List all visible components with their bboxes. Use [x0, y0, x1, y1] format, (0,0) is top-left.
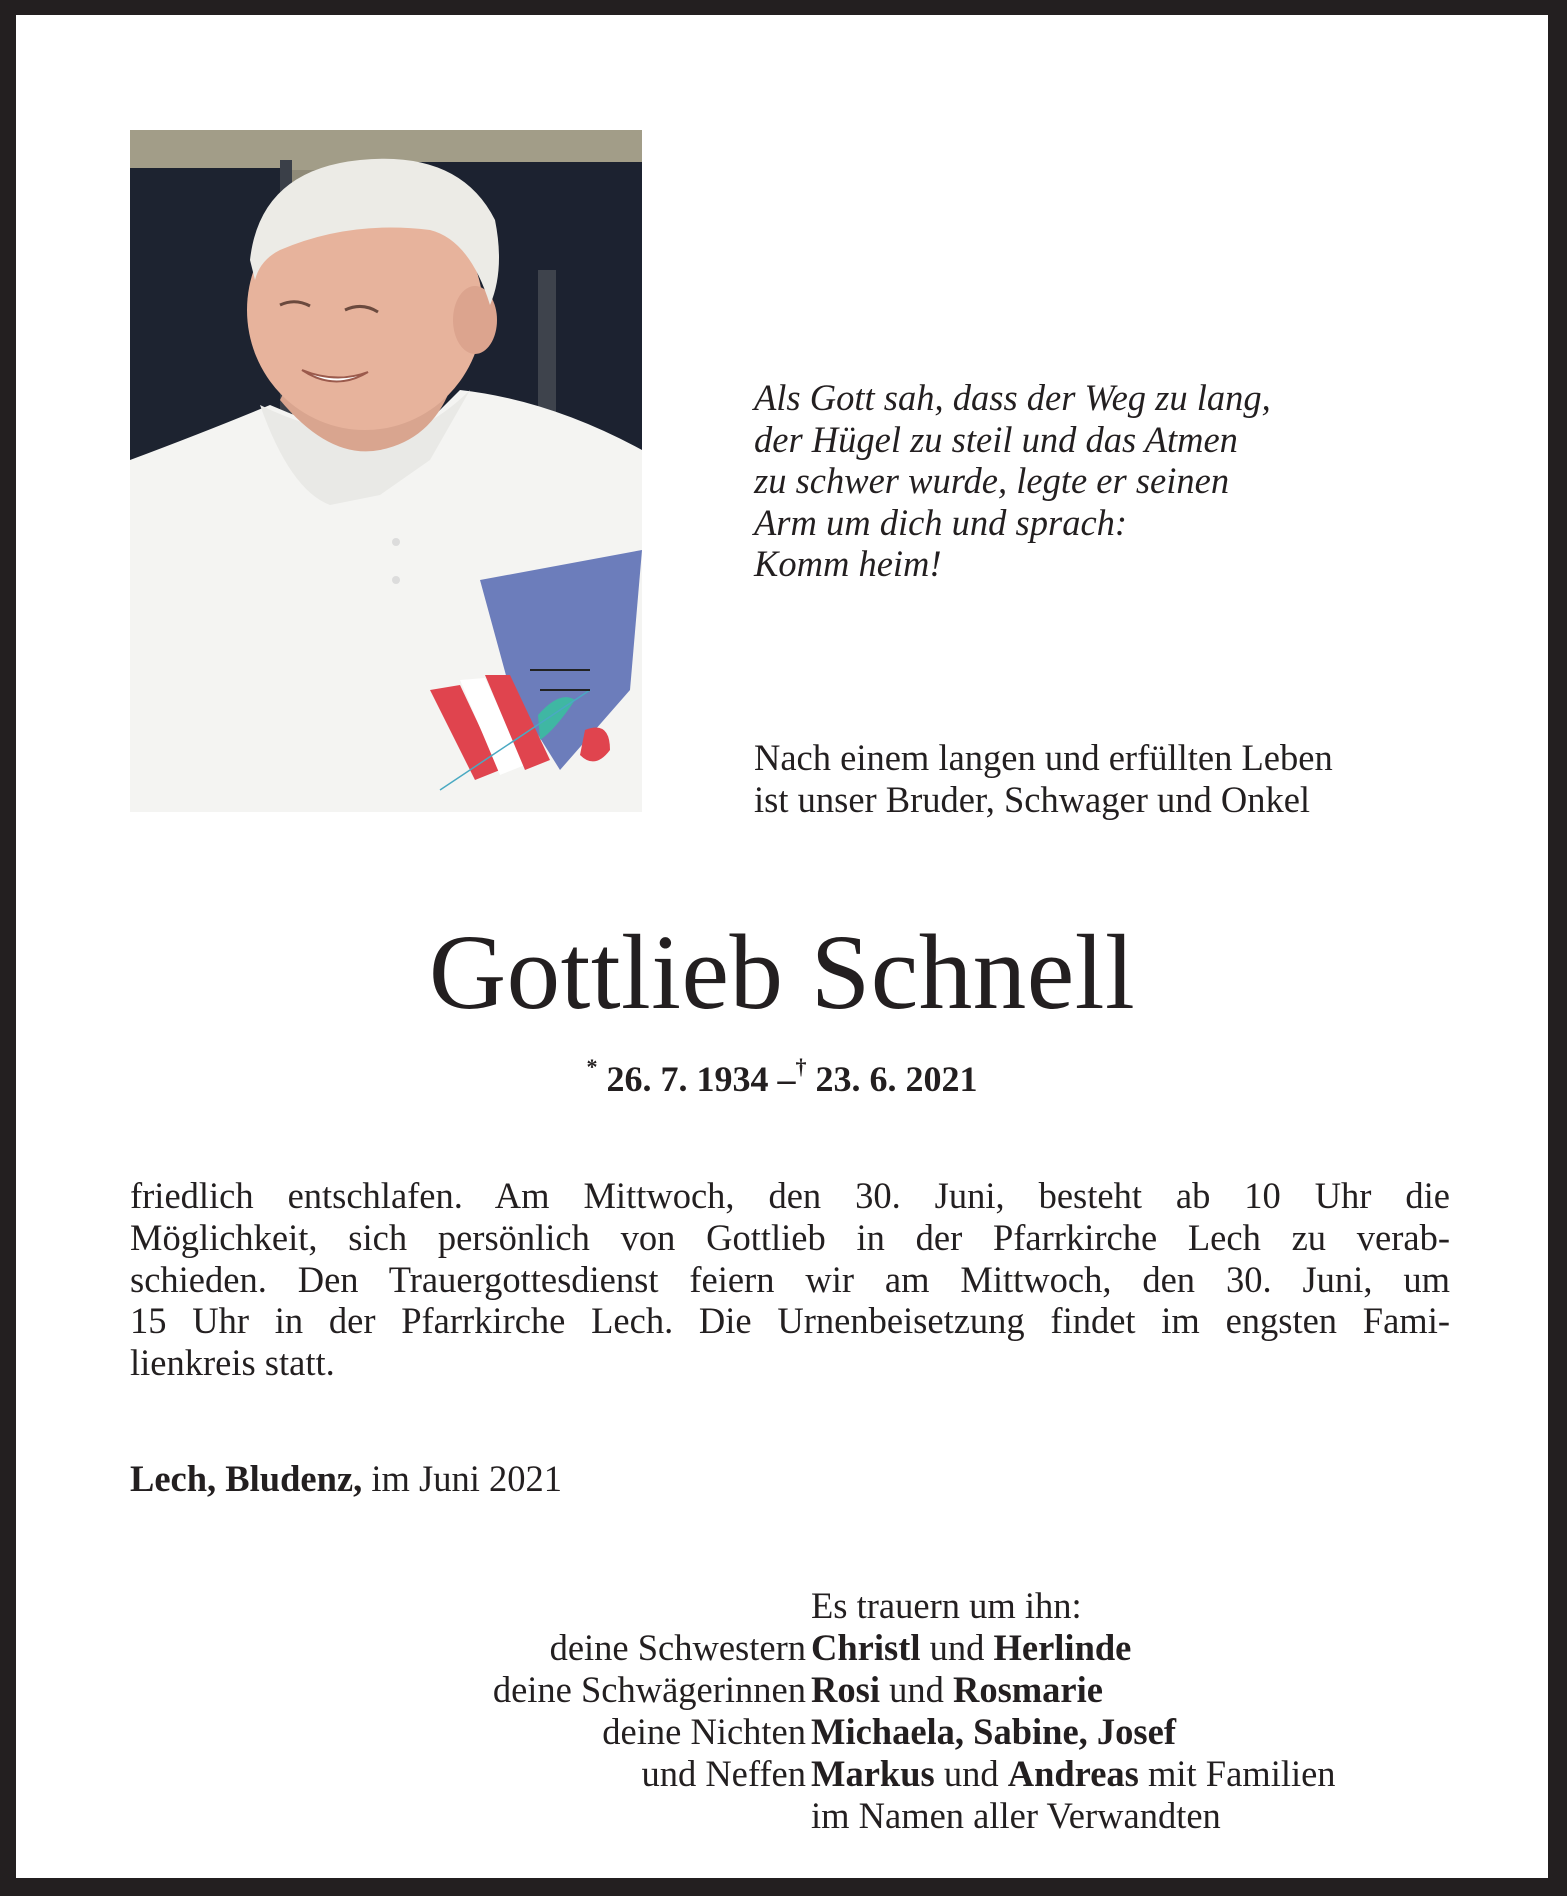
date-separator: –	[777, 1059, 796, 1099]
birth-date: 26. 7. 1934	[606, 1059, 769, 1099]
place-date-line	[130, 1457, 562, 1501]
deceased-name: Gottlieb Schnell	[428, 914, 1136, 1032]
announcement-line: Möglichkeit, sich persönlich von Gottlieb in der Pfarrkirche Lech zu verab-	[130, 1216, 1450, 1258]
mourner-names	[811, 1627, 1131, 1669]
mourner-row	[16, 1669, 1548, 1711]
mourner-name: Markus	[811, 1753, 935, 1794]
portrait-photo	[130, 130, 642, 812]
portrait-image	[130, 130, 642, 812]
mourner-row	[16, 1711, 1548, 1753]
death-date: 23. 6. 2021	[815, 1059, 978, 1099]
place-date: im Juni 2021	[371, 1458, 562, 1499]
mourner-name: Michaela, Sabine, Josef	[811, 1711, 1176, 1752]
mourner-role: und Neffen	[641, 1753, 806, 1794]
poem-line: zu schwer wurde, legte er seinen	[754, 460, 1230, 501]
mourner-row	[16, 1753, 1548, 1795]
mourner-role: deine Schwestern	[549, 1627, 806, 1668]
poem-line: Komm heim!	[754, 543, 942, 584]
mourner-name: Rosmarie	[952, 1669, 1103, 1710]
intro-text	[754, 737, 1514, 821]
announcement-line: friedlich entschlafen. Am Mittwoch, den 30. Juni, besteht ab 10 Uhr die	[130, 1175, 1450, 1216]
mourner-name: Andreas	[1007, 1753, 1139, 1794]
intro-line: Nach einem langen und erfüllten Leben	[754, 737, 1333, 778]
place-location: Lech, Bludenz,	[130, 1458, 363, 1499]
mourner-joiner: und	[929, 1627, 985, 1668]
mourner-role: deine Nichten	[602, 1711, 806, 1752]
mourner-role: deine Schwägerinnen	[492, 1669, 806, 1710]
announcement-text	[130, 1175, 1450, 1384]
announcement-line: 15 Uhr in der Pfarrkirche Lech. Die Urnenbeisetzung findet im engsten Fami-	[130, 1300, 1450, 1342]
poem-line: Als Gott sah, dass der Weg zu lang,	[754, 377, 1271, 418]
mourner-row	[16, 1627, 1548, 1669]
intro-line: ist unser Bruder, Schwager und Onkel	[754, 779, 1311, 820]
mourner-names	[811, 1669, 1103, 1711]
mourner-name: Herlinde	[993, 1627, 1132, 1668]
mourner-name: Christl	[811, 1627, 921, 1668]
poem-line: Arm um dich und sprach:	[754, 501, 1128, 543]
mourner-name: Rosi	[811, 1669, 880, 1710]
obituary-page	[16, 15, 1548, 1878]
mourner-names	[811, 1711, 1176, 1753]
mourner-names	[811, 1753, 1336, 1795]
poem	[754, 377, 1394, 585]
mourners-closing: im Namen aller Verwandten	[811, 1795, 1221, 1836]
announcement-line: lienkreis statt.	[130, 1342, 335, 1384]
mourner-joiner: und	[889, 1669, 944, 1710]
mourner-joiner: und	[943, 1753, 999, 1794]
announcement-line: schieden. Den Trauergottesdienst feiern wir am Mittwoch, den 30. Juni, um	[130, 1258, 1450, 1300]
mourner-suffix: mit Familien	[1148, 1753, 1336, 1794]
death-symbol: †	[795, 1054, 807, 1079]
mourners-heading: Es trauern um ihn:	[811, 1585, 1082, 1626]
birth-symbol: *	[586, 1054, 598, 1079]
life-dates	[16, 1047, 1548, 1103]
poem-line: der Hügel zu steil und das Atmen	[754, 418, 1238, 460]
